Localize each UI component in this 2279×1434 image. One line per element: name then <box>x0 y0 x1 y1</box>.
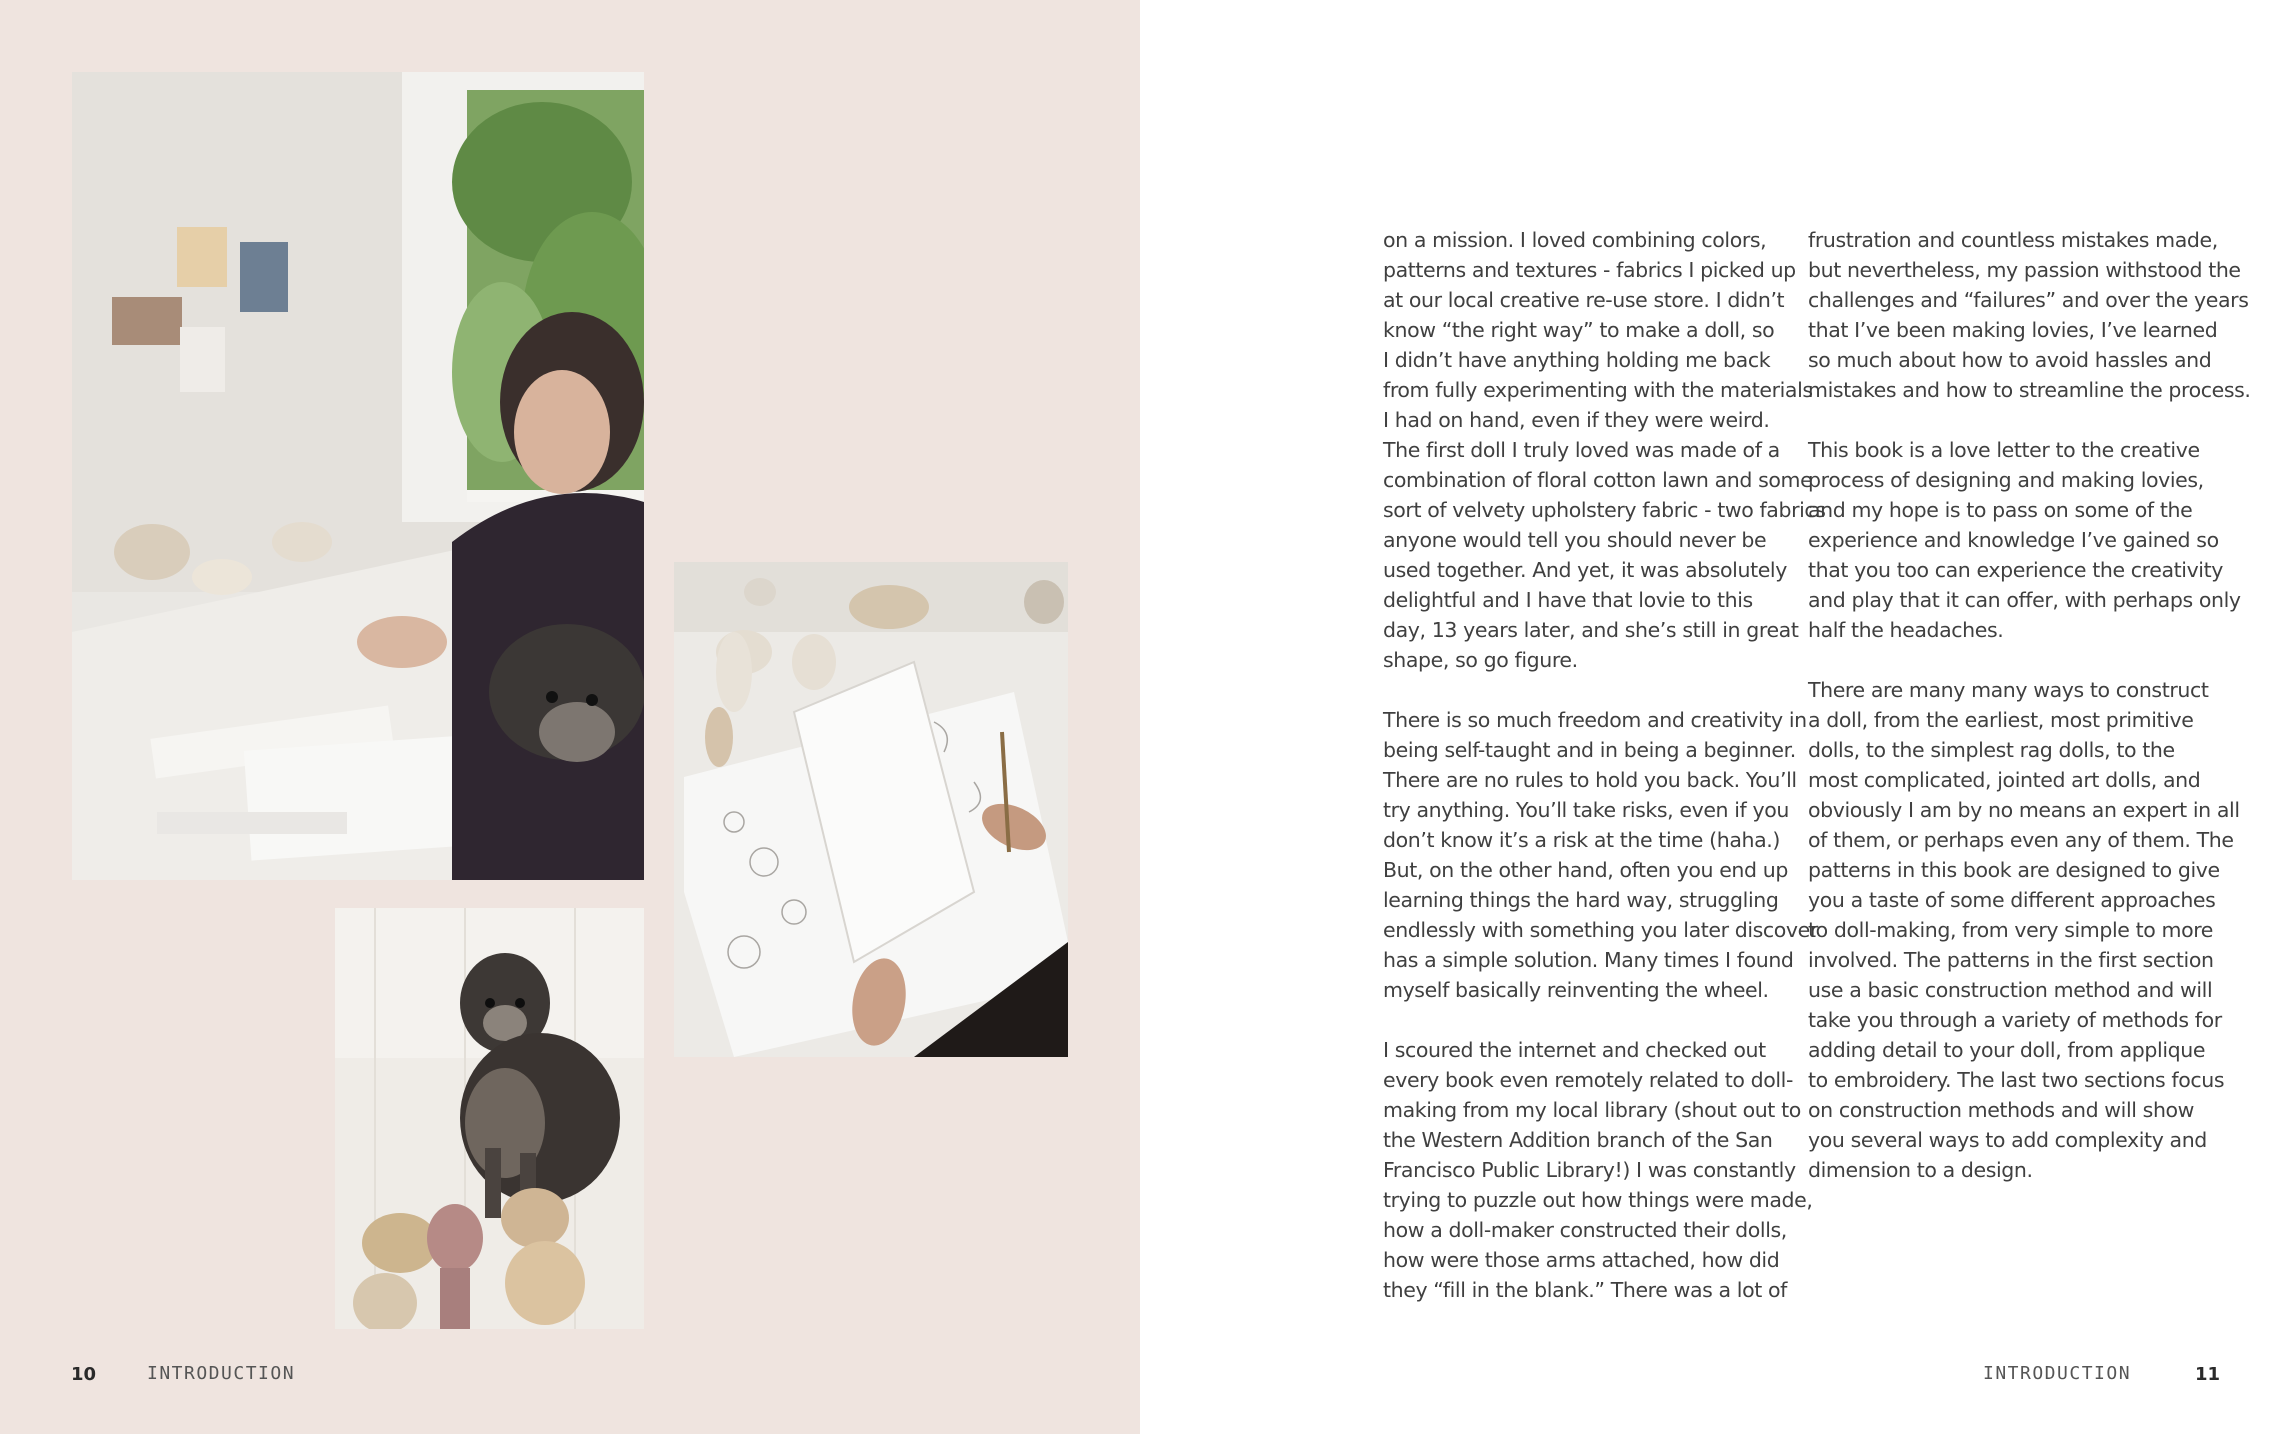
body-text-column-2 <box>1808 225 2251 1185</box>
page-number-right: 11 <box>2195 1364 2221 1385</box>
text-line: take you through a variety of methods for <box>1808 1008 2222 1032</box>
text-line: the Western Addition branch of the San <box>1383 1128 1773 1152</box>
section-label-left: INTRODUCTION <box>147 1363 296 1384</box>
text-line: most complicated, jointed art dolls, and <box>1808 768 2201 792</box>
paragraph-break <box>1808 405 2238 435</box>
text-line: I had on hand, even if they were weird. <box>1383 408 1770 432</box>
text-line: I didn’t have anything holding me back <box>1383 348 1771 372</box>
text-line: every book even remotely related to doll- <box>1383 1068 1793 1092</box>
text-line: frustration and countless mistakes made, <box>1808 228 2218 252</box>
text-line: sort of velvety upholstery fabric - two fabrics <box>1383 498 1826 522</box>
text-line: experience and knowledge I’ve gained so <box>1808 528 2219 552</box>
body-text-column-1 <box>1383 225 1826 1305</box>
text-line: don’t know it’s a risk at the time (haha.) <box>1383 828 1780 852</box>
text-line: challenges and “failures” and over the years <box>1808 288 2249 312</box>
text-line: endlessly with something you later discover <box>1383 918 1818 942</box>
text-line: But, on the other hand, often you end up <box>1383 858 1788 882</box>
text-line: combination of floral cotton lawn and some <box>1383 468 1813 492</box>
text-line: how a doll-maker constructed their dolls, <box>1383 1218 1787 1242</box>
text-line: on a mission. I loved combining colors, <box>1383 228 1767 252</box>
text-line: on construction methods and will show <box>1808 1098 2195 1122</box>
text-line: a doll, from the earliest, most primitive <box>1808 708 2194 732</box>
text-line: you several ways to add complexity and <box>1808 1128 2207 1152</box>
section-label-right: INTRODUCTION <box>1983 1363 2132 1384</box>
text-line: anyone would tell you should never be <box>1383 528 1767 552</box>
text-line: from fully experimenting with the materials <box>1383 378 1813 402</box>
text-line: use a basic construction method and will <box>1808 978 2213 1002</box>
text-line: dimension to a design. <box>1808 1158 2033 1182</box>
text-line: patterns and textures - fabrics I picked up <box>1383 258 1796 282</box>
text-line: process of designing and making lovies, <box>1808 468 2204 492</box>
text-line: I scoured the internet and checked out <box>1383 1038 1766 1062</box>
text-line: trying to puzzle out how things were made, <box>1383 1188 1813 1212</box>
paragraph-break <box>1383 1005 1803 1035</box>
paragraph-break <box>1808 645 2238 675</box>
text-line: that I’ve been making lovies, I’ve learned <box>1808 318 2218 342</box>
photo-woman-at-desk <box>72 72 644 880</box>
text-line: so much about how to avoid hassles and <box>1808 348 2212 372</box>
text-line: has a simple solution. Many times I found <box>1383 948 1794 972</box>
text-line: that you too can experience the creativity <box>1808 558 2223 582</box>
text-line: There is so much freedom and creativity in <box>1383 708 1807 732</box>
text-line: obviously I am by no means an expert in all <box>1808 798 2240 822</box>
text-line: involved. The patterns in the first section <box>1808 948 2214 972</box>
photo-sketchbook <box>674 562 1068 1057</box>
text-line: There are no rules to hold you back. You’ll <box>1383 768 1797 792</box>
text-line: adding detail to your doll, from applique <box>1808 1038 2206 1062</box>
text-line: delightful and I have that lovie to this <box>1383 588 1753 612</box>
photo-dog-with-dolls <box>335 908 644 1329</box>
text-line: day, 13 years later, and she’s still in great <box>1383 618 1799 642</box>
text-line: The first doll I truly loved was made of a <box>1383 438 1780 462</box>
text-line: myself basically reinventing the wheel. <box>1383 978 1769 1002</box>
text-line: they “fill in the blank.” There was a lot of <box>1383 1278 1787 1302</box>
text-line: being self-taught and in being a beginner. <box>1383 738 1796 762</box>
text-line: try anything. You’ll take risks, even if you <box>1383 798 1789 822</box>
text-line: to embroidery. The last two sections focus <box>1808 1068 2225 1092</box>
text-line: dolls, to the simplest rag dolls, to the <box>1808 738 2175 762</box>
text-line: used together. And yet, it was absolutely <box>1383 558 1787 582</box>
text-line: and my hope is to pass on some of the <box>1808 498 2193 522</box>
text-line: to doll-making, from very simple to more <box>1808 918 2214 942</box>
text-line: half the headaches. <box>1808 618 2004 642</box>
text-line: and play that it can offer, with perhaps only <box>1808 588 2241 612</box>
text-line: learning things the hard way, struggling <box>1383 888 1779 912</box>
text-line: mistakes and how to streamline the process. <box>1808 378 2251 402</box>
text-line: There are many many ways to construct <box>1808 678 2209 702</box>
page-number-left: 10 <box>71 1364 97 1385</box>
text-line: but nevertheless, my passion withstood the <box>1808 258 2241 282</box>
text-line: shape, so go figure. <box>1383 648 1578 672</box>
text-line: at our local creative re-use store. I didn’t <box>1383 288 1785 312</box>
text-line: Francisco Public Library!) I was constantly <box>1383 1158 1796 1182</box>
text-line: This book is a love letter to the creative <box>1808 438 2200 462</box>
text-line: you a taste of some different approaches <box>1808 888 2216 912</box>
text-line: how were those arms attached, how did <box>1383 1248 1780 1272</box>
text-line: know “the right way” to make a doll, so <box>1383 318 1775 342</box>
paragraph-break <box>1383 675 1803 705</box>
text-line: of them, or perhaps even any of them. The <box>1808 828 2234 852</box>
text-line: making from my local library (shout out to <box>1383 1098 1801 1122</box>
text-line: patterns in this book are designed to give <box>1808 858 2220 882</box>
